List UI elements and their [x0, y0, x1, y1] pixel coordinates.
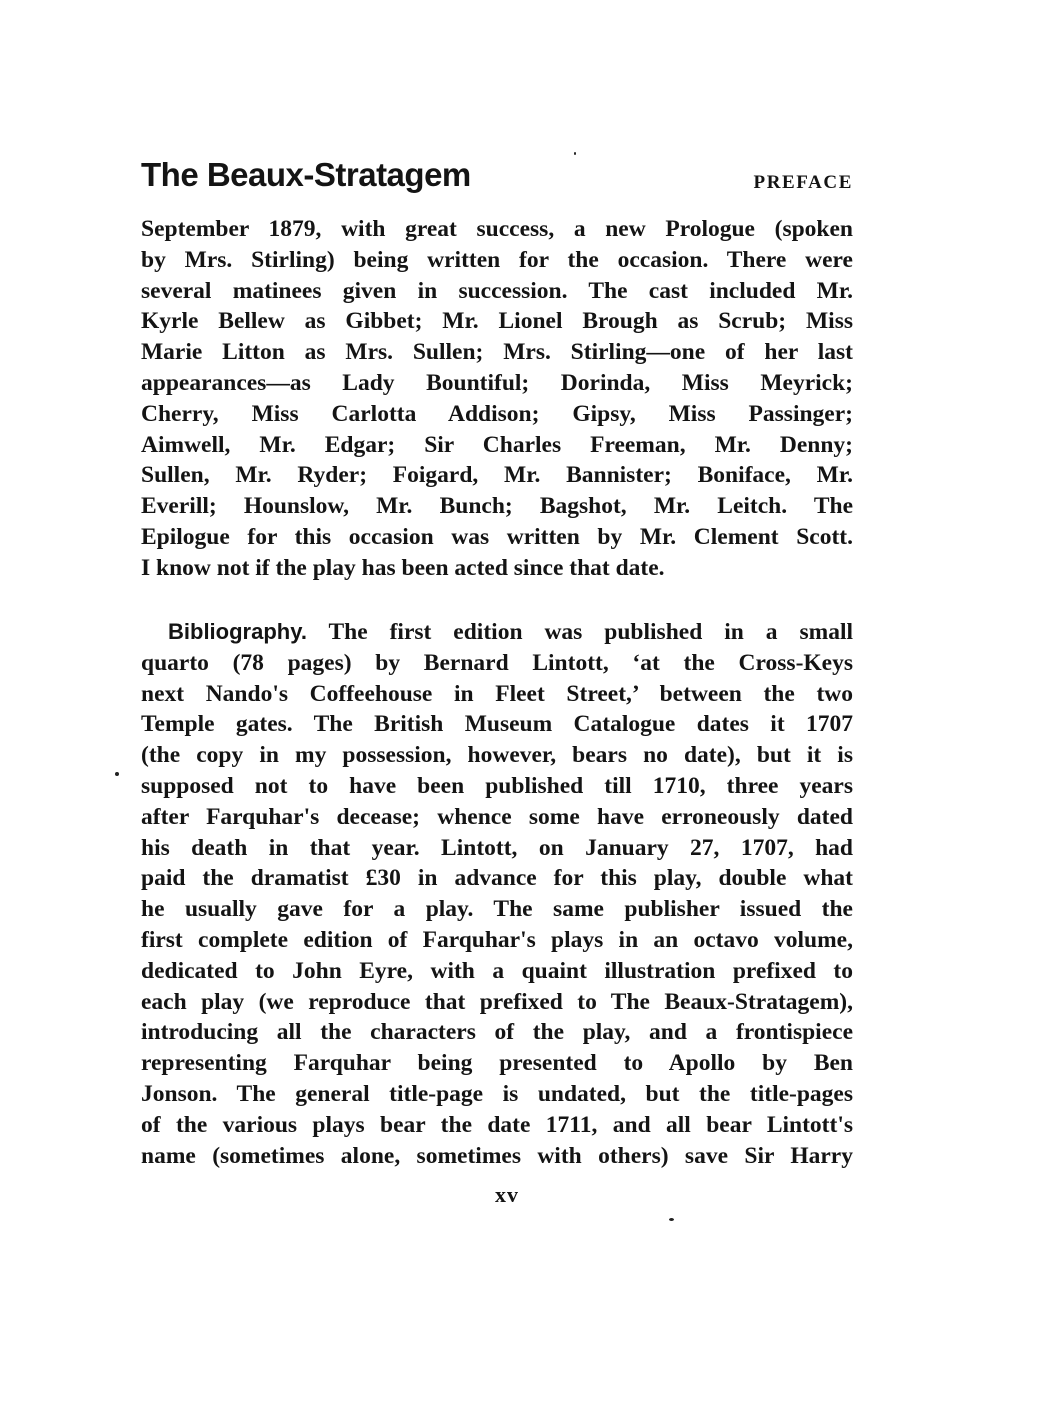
first-line-text: The first edition was published in a small: [328, 619, 853, 645]
text-line: Kyrle Bellew as Gibbet; Mr. Lionel Brough as Scrub; Miss: [141, 308, 853, 335]
text-line: I know not if the play has been acted since that date.: [141, 554, 665, 581]
running-head: [141, 150, 853, 200]
text-line: next Nando's Coffeehouse in Fleet Street,’ between the two: [141, 680, 853, 707]
text-line: Sullen, Mr. Ryder; Foigard, Mr. Bannister; Boniface, Mr.: [141, 462, 853, 489]
text-line: appearances—as Lady Bountiful; Dorinda, Miss Meyrick;: [141, 369, 853, 396]
text-line: after Farquhar's decease; whence some have erroneously dated: [141, 803, 853, 830]
text-line-first: [141, 617, 853, 648]
text-line: September 1879, with great success, a new Prologue (spoken: [141, 216, 853, 242]
text-line: Cherry, Miss Carlotta Addison; Gipsy, Miss Passinger;: [141, 400, 853, 427]
scan-speck: [115, 772, 119, 776]
text-line: introducing all the characters of the play, and a frontispiece: [141, 1019, 853, 1046]
paragraph-bibliography: [141, 617, 853, 1171]
text-line: (the copy in my possession, however, bears no date), but it is: [141, 742, 853, 769]
text-line: Temple gates. The British Museum Catalogue dates it 1707: [141, 711, 853, 738]
section-label: PREFACE: [753, 172, 853, 193]
text-line: name (sometimes alone, sometimes with others) save Sir Harry: [141, 1142, 853, 1169]
text-line: he usually gave for a play. The same publisher issued the: [141, 896, 853, 923]
text-line: quarto (78 pages) by Bernard Lintott, ‘at the Cross-Keys: [141, 649, 853, 676]
text-line: representing Farquhar being presented to Apollo by Ben: [141, 1050, 853, 1077]
text-line: Aimwell, Mr. Edgar; Sir Charles Freeman, Mr. Denny;: [141, 431, 853, 458]
text-line: each play (we reproduce that prefixed to The Beaux-Stratagem),: [141, 988, 853, 1015]
text-line: of the various plays bear the date 1711, and all bear Lintott's: [141, 1111, 853, 1138]
text-line: by Mrs. Stirling) being written for the occasion. There were: [141, 246, 853, 273]
bibliography-heading: Bibliography.: [168, 619, 307, 644]
text-line: Marie Litton as Mrs. Sullen; Mrs. Stirling—one of her last: [141, 339, 853, 366]
book-title: The Beaux-Stratagem: [141, 156, 471, 193]
page-number: xv: [495, 1182, 519, 1207]
text-line: supposed not to have been published till 1710, three years: [141, 772, 853, 799]
text-line: first complete edition of Farquhar's plays in an octavo volume,: [141, 926, 853, 953]
text-line: Epilogue for this occasion was written by Mr. Clement Scott.: [141, 523, 853, 550]
scan-speck: [574, 152, 576, 155]
text-line: Jonson. The general title-page is undated, but the title-pages: [141, 1080, 853, 1107]
text-line: paid the dramatist £30 in advance for this play, double what: [141, 865, 853, 892]
text-line: his death in that year. Lintott, on January 27, 1707, had: [141, 834, 853, 861]
scan-speck: [669, 1218, 674, 1221]
text-line: Everill; Hounslow, Mr. Bunch; Bagshot, Mr. Leitch. The: [141, 493, 853, 520]
text-line: dedicated to John Eyre, with a quaint illustration prefixed to: [141, 957, 853, 984]
text-line: several matinees given in succession. The cast included Mr.: [141, 277, 853, 304]
paragraph-cast-list: [141, 214, 853, 584]
